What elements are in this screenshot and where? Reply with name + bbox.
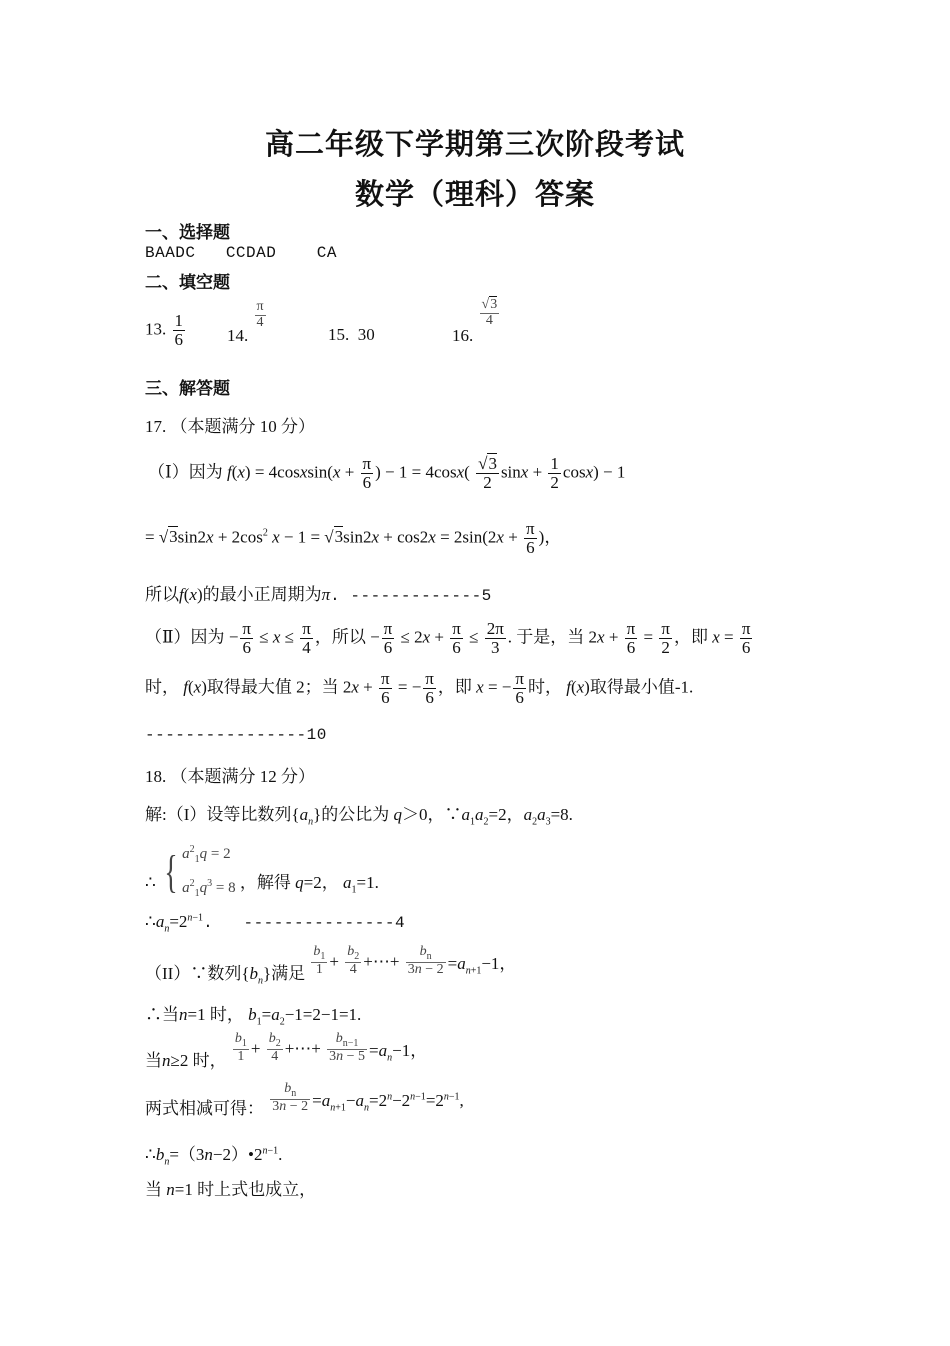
problem-17-header: 17. （本题满分 10 分） (145, 417, 315, 436)
problem-17-part2-line1: （Ⅱ）因为 − $\frac{\pi}{6}$ ≤ x ≤ $\frac{\pi}{4}$ ，所以 − $\frac{\pi}{6}$ ≤ 2x + $\frac{\pi}{6}$ ≤ $\frac{2\pi}{3}$ . 于是，当 2x + $\frac{\pi}{6}$ = $\frac{\pi}{2}$ ，即 x = $\frac{\pi}{6}$ (145, 619, 751, 657)
problem-18-n1: ∴当n=1 时， $b_1=a_2-1=2-1=1$. (145, 1005, 362, 1028)
problem-18-system: ∴ { $a^2_1q = 2$ $a^2_1q^3 = 8$ ，解得 q=2， $a_1=1$. (145, 844, 379, 899)
section-heading-solve: 三、解答题 (145, 379, 230, 399)
problem-18-an: $\therefore a_n=2^{n-1}$. ---------------4 (145, 912, 406, 935)
problem-18-header: 18. （本题满分 12 分） (145, 767, 315, 786)
fill-answer-14: 14. $\frac{\pi}{4}$ (227, 299, 264, 345)
fill-answer-13: 13. $\frac{1}{6}$ (145, 311, 183, 349)
fill-answer-15: 15. 30 (328, 325, 375, 344)
section-heading-fill: 二、填空题 (145, 273, 230, 293)
problem-18-line-1: 解:（I）设等比数列$\{a_n\}$的公比为 q＞0，$\because a_1a_2=2$，$a_2a_3=8$. (145, 805, 573, 828)
problem-18-subtract: 两式相减可得： $\frac{b_n}{3n - 2}$ $=a_{n+1}-a_n=2^n-2^{n-1}=2^{n-1}$, (145, 1081, 464, 1119)
page-title: 高二年级下学期第三次阶段考试 (264, 129, 685, 161)
problem-18-n2: 当n≥2 时， $\frac{b_1}{1}$ + $\frac{b_2}{4}$ +⋯+ $\frac{b_{n-1}}{3n - 5}$ $=a_n-1$， (145, 1031, 428, 1071)
fill-answer-16: 16. $\frac{√3}{4}$ (452, 297, 498, 345)
problem-17-part2-line2: 时， f(x)取得最大值 2；当 2x + $\frac{\pi}{6}$ = − $\frac{\pi}{6}$ ，即 x = − $\frac{\pi}{6}$ 时， f(x)取得最小值-1. (145, 669, 694, 707)
section-heading-choice: 一、选择题 (145, 223, 230, 243)
choice-answers: BAADC CCDAD CA (145, 244, 337, 262)
problem-17-line-1: （Ⅰ）因为 f(x) = 4cosxsin(x + $\frac{\pi}{6}$ ) − 1 = 4cosx( $\frac{√3}{2}$ sinx + $\frac{1}{2}$ cosx) − 1 (148, 454, 626, 492)
problem-17-period: 所以f(x)的最小正周期为π. -------------5 (145, 585, 492, 605)
problem-18-bn: $\therefore b_n=(3n-2)•2^{n-1}$. (145, 1145, 283, 1168)
problem-18-last: 当 n=1 时上式也成立， (145, 1180, 317, 1199)
page-subtitle: 数学（理科）答案 (354, 179, 595, 211)
problem-17-score-marker: ----------------10 (145, 726, 327, 744)
problem-17-line-2: = $√3\sin 2x + 2\cos^2$ x − 1 = √3sin2x + cos2x = 2sin(2x + $\frac{\pi}{6}$ )， (145, 519, 562, 557)
problem-18-part2: （II）∵数列$\{b_n\}$满足 $\frac{b_1}{1}$ + $\frac{b_2}{4}$ +⋯+ $\frac{b_n}{3n - 2}$ $=a_{n+1}-1$， (145, 944, 517, 987)
